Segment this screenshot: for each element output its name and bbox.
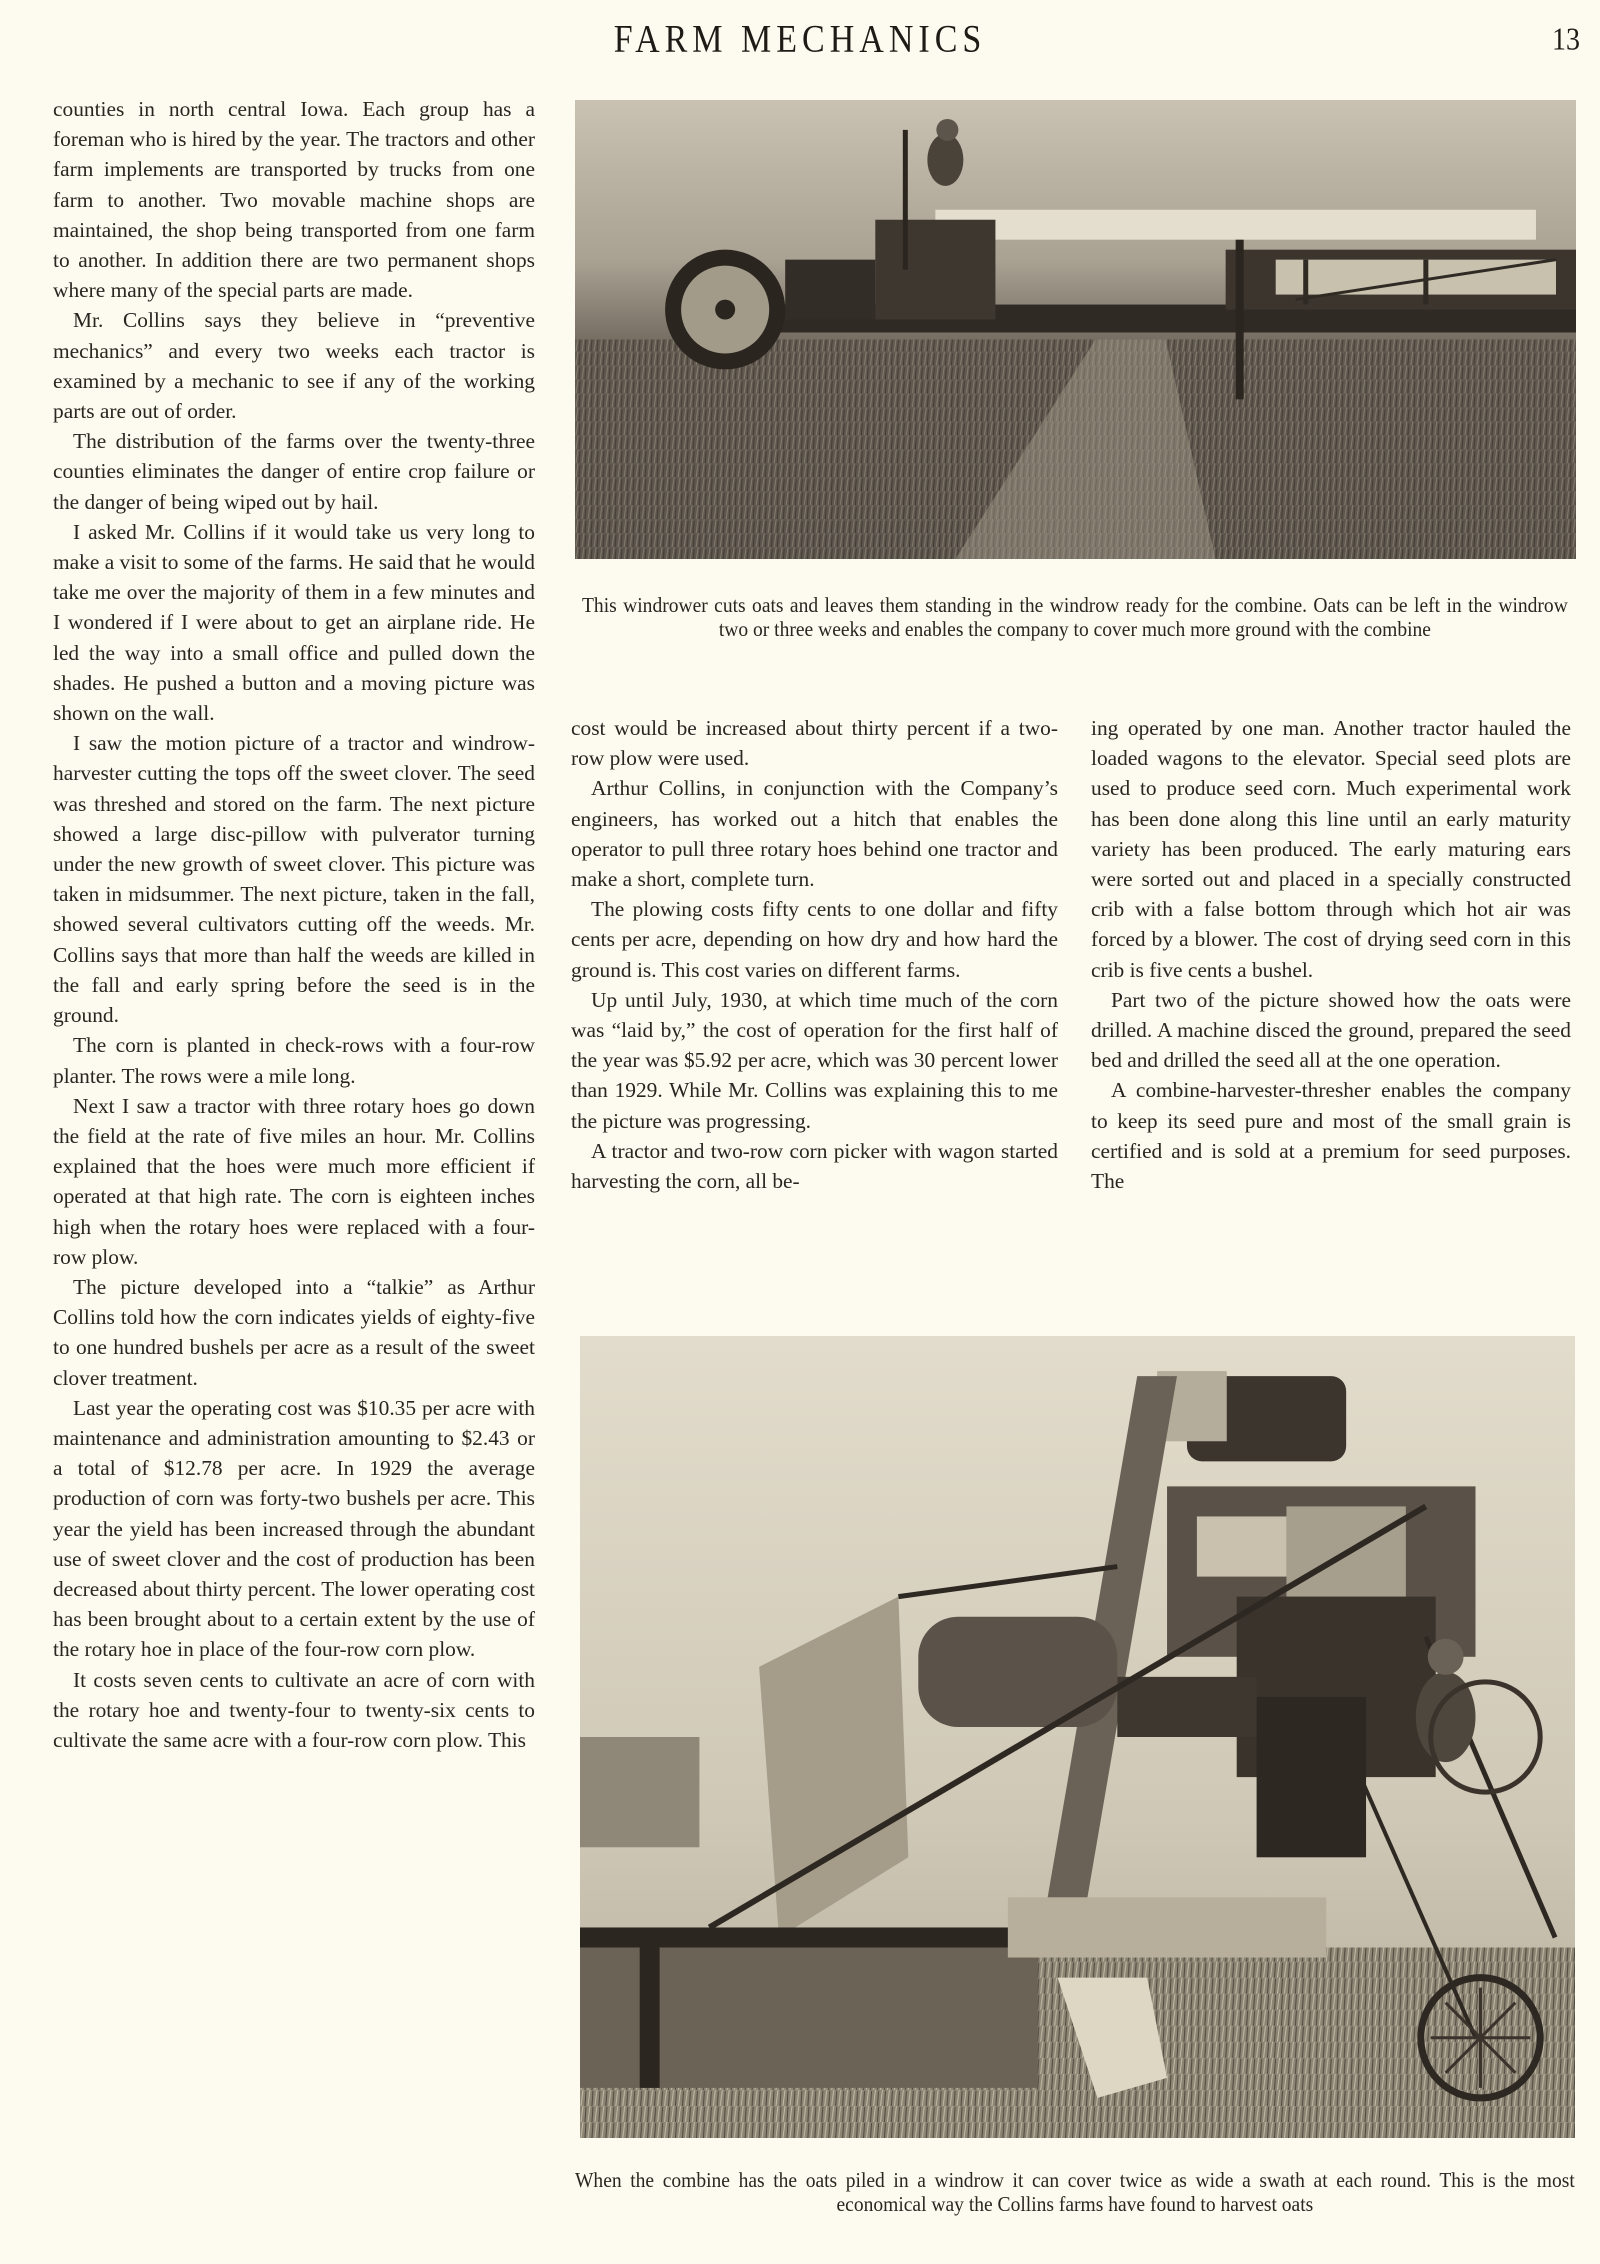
figure-caption-bottom: When the combine has the oats piled in a windrow it can cover twice as wide a swath at each round. This is the most economical way the Collins farms have found to harvest oats: [575, 2168, 1575, 2216]
combine-photo: [580, 1336, 1575, 2138]
page-number: 13: [1552, 22, 1580, 58]
windrower-photo: [575, 100, 1576, 559]
paragraph: The distribution of the farms over the twenty-three counties eliminates the danger of entire crop failure or the danger of being wiped out by hail.: [53, 429, 535, 514]
paragraph: Next I saw a tractor with three rotary hoes go down the field at the rate of five miles an hour. Mr. Collins explained that the hoes were much more efficient if operated at that high rate. The corn is eighteen inches high when the rotary hoes were replaced with a four-row plow.: [53, 1093, 535, 1269]
paragraph: Part two of the picture showed how the oats were drilled. A machine disced the ground, prepared the seed bed and drilled the seed all at the one operation.: [1091, 987, 1571, 1073]
paragraph: cost would be increased about thirty percent if a two-row plow were used.: [571, 716, 1058, 771]
paragraph: The picture developed into a “talkie” as Arthur Collins told how the corn indicates yields of eighty-five to one hundred bushels per acre as a result of the sweet clover treatment.: [53, 1274, 535, 1390]
paragraph: Arthur Collins, in conjunction with the Company’s engineers, has worked out a hitch that enables the operator to pull three rotary hoes behind one tractor and make a short, complete turn.: [571, 776, 1058, 892]
paragraph: I asked Mr. Collins if it would take us very long to make a visit to some of the farms. He said that he would take me over the majority of them in a few minutes and I wondered if I were about to get an airplane ride. He led the way into a small office and pulled down the shades. He pushed a button and a moving picture was shown on the wall.: [53, 519, 535, 726]
paragraph: It costs seven cents to cultivate an acre of corn with the rotary hoe and twenty-four to twenty-six cents to cultivate the same acre with a four-row corn plow. This: [53, 1667, 535, 1752]
paragraph: The corn is planted in check-rows with a four-row planter. The rows were a mile long.: [53, 1033, 535, 1088]
paragraph: counties in north central Iowa. Each group has a foreman who is hired by the year. The tractors and other farm implements are transported by trucks from one farm to another. Two movable machine shops are maintained, the shop being transported from one farm to another. In addition there are two permanent shops where many of the special parts are made.: [53, 97, 535, 303]
paragraph: ing operated by one man. Another tractor hauled the loaded wagons to the elevator. Special seed plots are used to produce seed corn. Much experimental work has been done along this line until an early maturity variety has been produced. The early maturing ears were sorted out and placed in a specially constructed crib with a false bottom through which hot air was forced by a blower. The cost of drying seed corn in this crib is five cents a bushel.: [1091, 716, 1571, 982]
paragraph: Last year the operating cost was $10.35 per acre with maintenance and administration amounting to $2.43 or a total of $12.78 per acre. In 1929 the average production of corn was forty-two bushels per acre. This year the yield has been increased through the abundant use of sweet clover and the cost of production has been decreased about thirty percent. The lower operating cost has been brought about to a certain extent by the use of the rotary hoe in place of the four-row corn plow.: [53, 1395, 535, 1662]
paragraph: Mr. Collins says they believe in “preventive mechanics” and every two weeks each tractor is examined by a mechanic to see if any of the working parts are out of order.: [53, 308, 535, 424]
paragraph: The plowing costs fifty cents to one dollar and fifty cents per acre, depending on how dry and how hard the ground is. This cost varies on different farms.: [571, 897, 1058, 982]
combine-image: [580, 1336, 1575, 2138]
left-column: [53, 94, 535, 1755]
magazine-title: FARM MECHANICS: [613, 18, 987, 61]
right-column: [1091, 713, 1571, 1196]
paragraph: Up until July, 1930, at which time much of the corn was “laid by,” the cost of operation for the first half of the year was $5.92 per acre, which was 30 percent lower than 1929. While Mr. Collins was explaining this to me the picture was progressing.: [571, 987, 1058, 1133]
paragraph: A combine-harvester-thresher enables the company to keep its seed pure and most of the small grain is certified and is sold at a premium for seed purposes. The: [1091, 1078, 1571, 1194]
middle-column: [571, 713, 1058, 1196]
paragraph: I saw the motion picture of a tractor and windrow-harvester cutting the tops off the sweet clover. The seed was threshed and stored on the farm. The next picture showed a large disc-pillow with pulverator turning under the new growth of sweet clover. This picture was taken in midsummer. The next picture, taken in the fall, showed several cultivators cutting off the weeds. Mr. Collins says that more than half the weeds are killed in the fall and early spring before the seed is in the ground.: [53, 731, 535, 1028]
windrower-image: [575, 100, 1576, 559]
figure-caption-top: This windrower cuts oats and leaves them standing in the windrow ready for the combine. Oats can be left in the windrow two or three weeks and enables the company to cover much more ground with the combine: [582, 593, 1568, 641]
paragraph: A tractor and two-row corn picker with wagon started harvesting the corn, all be-: [571, 1138, 1058, 1194]
